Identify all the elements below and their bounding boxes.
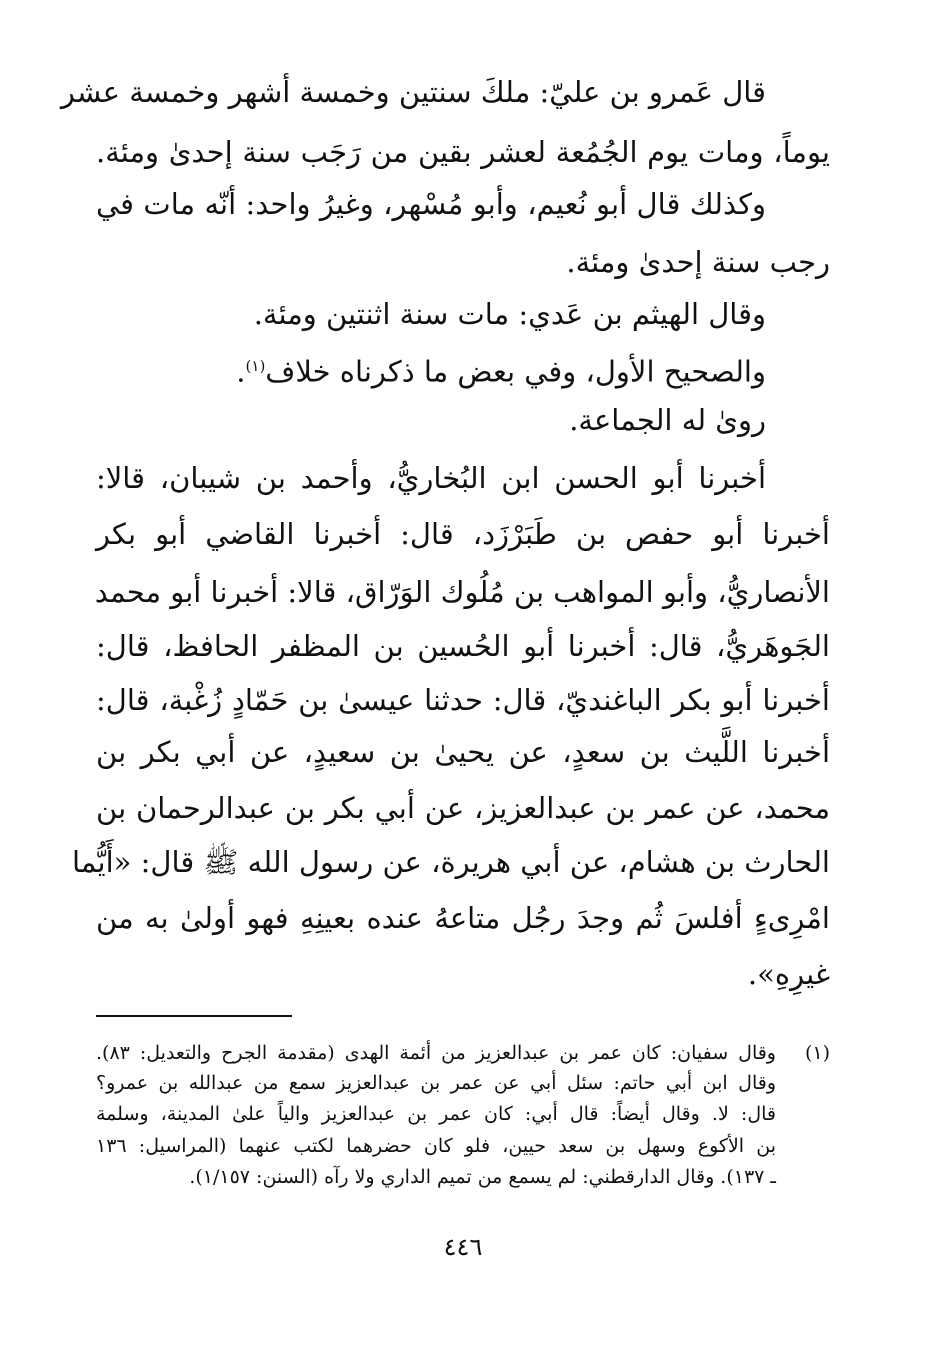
text-line: رویٰ له الجماعة. [569, 403, 766, 437]
page-number: ٤٤٦ [443, 1233, 483, 1261]
text-line: امْرِىءٍ أفلسَ ثُم وجدَ رجُل متاعهُ عنده بعينِهِ فهو أولىٰ به من [96, 901, 830, 935]
text-line: أخبرنا اللَّيث بن سعدٍ، عن يحيىٰ بن سعيدٍ، عن أبي بكر بن [96, 735, 830, 769]
footnote-number: (١) [804, 1042, 830, 1064]
text-line: وكذلك قال أبو نُعيم، وأبو مُسْهر، وغيرُ واحد: أنّه مات في [96, 187, 766, 221]
footnote-text: وقال ابن أبي حاتم: سئل أبي عن عمر بن عبدالعزيز سمع من عبدالله بن عمرو؟ [96, 1072, 776, 1094]
text-line: محمد، عن عمر بن عبدالعزيز، عن أبي بكر بن عبدالرحمان بن [96, 791, 830, 825]
text-line: يوماً، ومات يوم الجُمُعة لعشر بقين من رَجَب سنة إحدىٰ ومئة. [96, 135, 830, 169]
text-line: الجَوهَريُّ، قال: أخبرنا أبو الحُسين بن المظفر الحافظ، قال: [96, 629, 830, 663]
text-line-content: والصحيح الأول، وفي بعض ما ذكرناه خلاف [265, 354, 766, 389]
footnote-separator [96, 1015, 292, 1017]
text-line: أخبرنا أبو بكر الباغنديّ، قال: حدثنا عيسىٰ بن حَمّادٍ زُغْبة، قال: [96, 683, 830, 717]
footnote-reference: (١) [245, 357, 266, 375]
text-line: رجب سنة إحدىٰ ومئة. [566, 245, 830, 279]
text-line: الأنصاريُّ، وأبو المواهب بن مُلُوك الوَرّاق، قالا: أخبرنا أبو محمد [94, 575, 830, 609]
text-line: قال عَمرو بن عليّ: ملكَ سنتين وخمسة أشهر وخمسة عشر [60, 75, 766, 109]
footnote-text: ـ ١٣٧). وقال الدارقطني: لم يسمع من تميم الداري ولا رآه (السنن: ١/١٥٧). [189, 1166, 776, 1188]
text-line: الحارث بن هشام، عن أبي هريرة، عن رسول الله ﷺ قال: «أَيُّما [71, 845, 830, 879]
text-line: والصحيح الأول، وفي بعض ما ذكرناه خلاف$^{(١)}$. [236, 354, 766, 389]
footnote-text: وقال سفيان: كان عمر بن عبدالعزيز من أئمة الهدى (مقدمة الجرح والتعديل: ٨٣). [96, 1042, 776, 1064]
footnote-text: بن الأكوع وسهل بن سعد حيين، فلو كان حضرهما لكتب عنهما (المراسيل: ١٣٦ [96, 1135, 776, 1157]
text-line: غيرِهِ». [747, 957, 830, 991]
text-line: أخبرنا أبو حفص بن طَبَرْزَد، قال: أخبرنا القاضي أبو بكر [96, 517, 830, 551]
text-line: وقال الهيثم بن عَدي: مات سنة اثنتين ومئة. [253, 297, 766, 331]
footnote-text: قال: لا. وقال أيضاً: قال أبي: كان عمر بن عبدالعزيز والياً علىٰ المدينة، وسلمة [96, 1103, 776, 1125]
text-line: أخبرنا أبو الحسن ابن البُخاريُّ، وأحمد بن شيبان، قالا: [96, 461, 766, 495]
